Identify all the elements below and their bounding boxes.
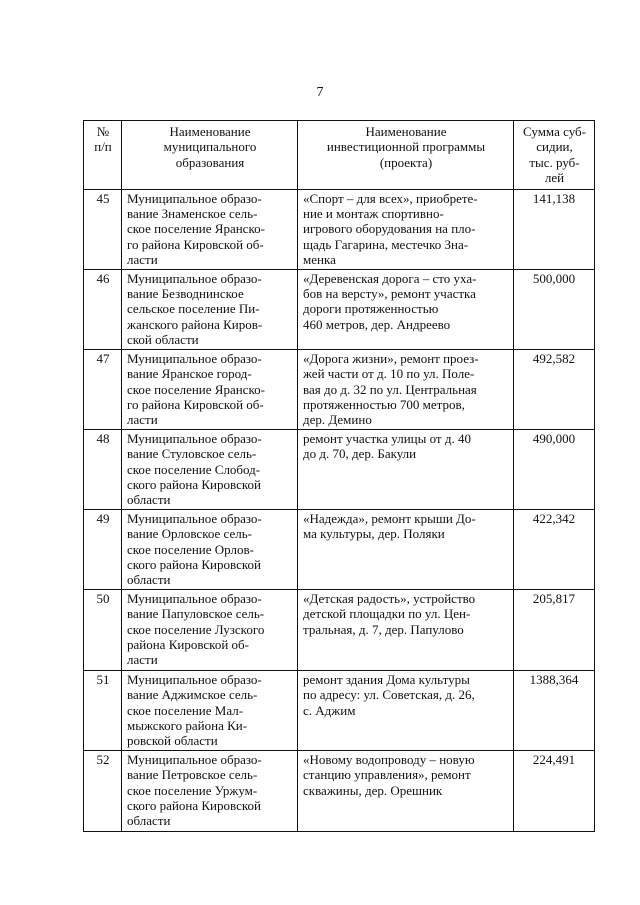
row-amount: 224,491 <box>532 751 576 767</box>
row-amount: 492,582 <box>532 350 576 366</box>
header-municipality <box>122 121 298 190</box>
row-amount: 1388,364 <box>529 671 579 687</box>
row-program-cell <box>298 349 514 429</box>
row-municipality: Муниципальное образо- вание Петровское сель- ское поселение Уржум- ского района Кировской области <box>127 751 262 829</box>
row-program: ремонт участка улицы от д. 40 до д. 70, дер. Бакули <box>303 430 471 462</box>
row-program-cell <box>298 509 514 589</box>
header-municipality-label: Наименование муниципального образования <box>163 124 257 170</box>
row-amount: 205,817 <box>532 590 576 606</box>
row-municipality-cell <box>122 750 298 831</box>
row-amount-cell <box>514 269 595 349</box>
row-program: «Спорт – для всех», приобрете- ние и монтаж спортивно- игрового оборудования на пло- щадь Гагарина, местечко Зна- менка <box>303 190 478 268</box>
row-amount: 500,000 <box>532 270 576 286</box>
table-body <box>84 189 595 831</box>
table-row <box>84 670 595 750</box>
header-amount <box>514 121 595 190</box>
row-amount-cell <box>514 670 595 750</box>
header-amount-label: Сумма суб- сидии, тыс. руб- лей <box>523 124 586 186</box>
row-amount-cell <box>514 349 595 429</box>
row-municipality: Муниципальное образо- вание Папуловское сель- ское поселение Лузского района Кировской об- ласти <box>127 590 265 668</box>
row-municipality: Муниципальное образо- вание Аджимское сель- ское поселение Мал- мыжского района Ки- ровской области <box>127 671 262 749</box>
row-program: «Надежда», ремонт крыши До- ма культуры, дер. Поляки <box>303 510 476 542</box>
row-num: 50 <box>96 590 110 606</box>
row-program-cell <box>298 670 514 750</box>
row-amount-cell <box>514 189 595 269</box>
row-num-cell <box>84 269 122 349</box>
row-municipality-cell <box>122 589 298 670</box>
row-num: 52 <box>96 751 110 767</box>
header-num <box>84 121 122 190</box>
subsidy-table <box>83 120 595 832</box>
row-num-cell <box>84 429 122 509</box>
row-program-cell <box>298 189 514 269</box>
row-amount: 141,138 <box>532 190 576 206</box>
row-municipality: Муниципальное образо- вание Безводнинское сельское поселение Пи- жанского района Киров- ской области <box>127 270 263 348</box>
row-program: «Дорога жизни», ремонт проез- жей части от д. 10 по ул. Поле- вая до д. 32 по ул. Центральная протяженностью 700 метров, дер. Демино <box>303 350 479 428</box>
row-municipality: Муниципальное образо- вание Яранское город- ское поселение Яранско- го района Кировской об- ласти <box>127 350 265 428</box>
row-program-cell <box>298 589 514 670</box>
header-row <box>84 121 595 190</box>
row-program-cell <box>298 429 514 509</box>
row-amount-cell <box>514 750 595 831</box>
row-program-cell <box>298 269 514 349</box>
row-amount-cell <box>514 509 595 589</box>
row-program: «Деревенская дорога – сто уха- бов на версту», ремонт участка дороги протяженностью 460 метров, дер. Андреево <box>303 270 477 332</box>
row-program: ремонт здания Дома культуры по адресу: ул. Советская, д. 26, с. Аджим <box>303 671 475 718</box>
row-municipality-cell <box>122 349 298 429</box>
row-program: «Новому водопроводу – новую станцию управления», ремонт скважины, дер. Орешник <box>303 751 475 798</box>
table-row <box>84 750 595 831</box>
table-row <box>84 589 595 670</box>
row-amount: 422,342 <box>532 510 576 526</box>
row-num: 48 <box>96 430 110 446</box>
row-amount-cell <box>514 429 595 509</box>
row-num: 45 <box>96 190 110 206</box>
header-program-label: Наименование инвестиционной программы (проекта) <box>326 124 486 170</box>
row-municipality: Муниципальное образо- вание Стуловское сель- ское поселение Слобод- ского района Кировской области <box>127 430 262 508</box>
row-num: 47 <box>96 350 110 366</box>
header-num-label: № п/п <box>94 124 112 155</box>
row-municipality-cell <box>122 509 298 589</box>
row-amount-cell <box>514 589 595 670</box>
row-num-cell <box>84 750 122 831</box>
table-row <box>84 429 595 509</box>
row-num-cell <box>84 670 122 750</box>
row-amount: 490,000 <box>532 430 576 446</box>
header-program <box>298 121 514 190</box>
row-municipality: Муниципальное образо- вание Знаменское сель- ское поселение Яранско- го района Кировской об- ласти <box>127 190 265 268</box>
row-municipality-cell <box>122 429 298 509</box>
row-num-cell <box>84 589 122 670</box>
table-row <box>84 349 595 429</box>
row-num: 46 <box>96 270 110 286</box>
table-row <box>84 509 595 589</box>
row-program-cell <box>298 750 514 831</box>
row-num-cell <box>84 509 122 589</box>
row-num: 49 <box>96 510 110 526</box>
row-municipality-cell <box>122 269 298 349</box>
row-municipality-cell <box>122 189 298 269</box>
table-row <box>84 269 595 349</box>
table-header <box>84 121 595 190</box>
row-num-cell <box>84 189 122 269</box>
row-num-cell <box>84 349 122 429</box>
table-row <box>84 189 595 269</box>
row-municipality: Муниципальное образо- вание Орловское сель- ское поселение Орлов- ского района Кировской области <box>127 510 262 588</box>
row-num: 51 <box>96 671 110 687</box>
page-number: 7 <box>316 85 324 100</box>
row-municipality-cell <box>122 670 298 750</box>
row-program: «Детская радость», устройство детской площадки по ул. Цен- тральная, д. 7, дер. Папулово <box>303 590 476 637</box>
